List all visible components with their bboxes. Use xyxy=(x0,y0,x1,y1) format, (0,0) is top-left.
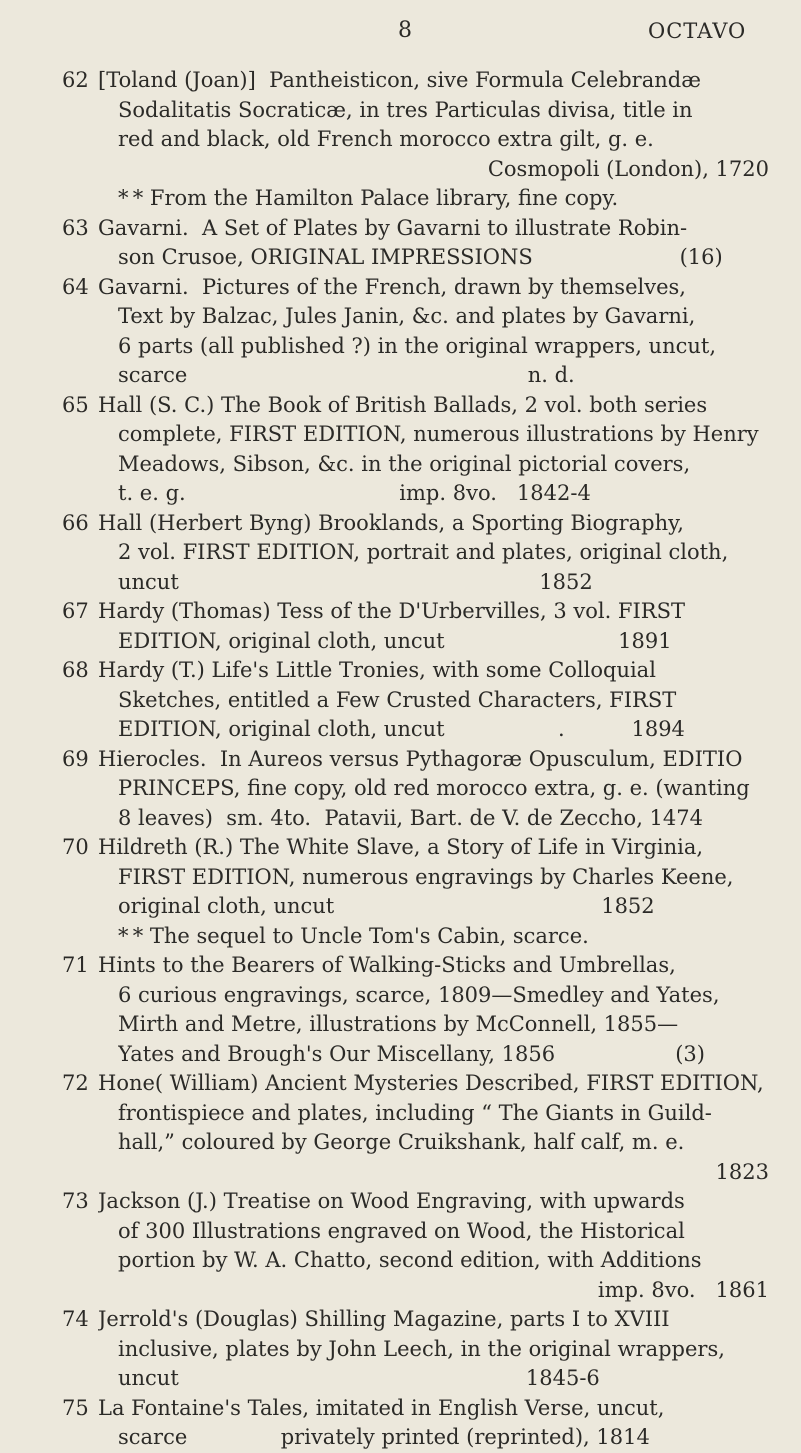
catalogue-entry xyxy=(0,951,801,1069)
entry-line: complete, FIRST EDITION, numerous illustrations by Henry xyxy=(118,422,759,446)
lot-number: 67 xyxy=(62,599,89,623)
entry-line: t. e. g. imp. 8vo. 1842-4 xyxy=(118,481,591,505)
catalogue-entry xyxy=(0,509,801,598)
catalogue-entry xyxy=(0,214,801,273)
entry-line: Jerrold's (Douglas) Shilling Magazine, parts I to XVIII xyxy=(98,1307,670,1331)
entry-line: frontispiece and plates, including “ The Giants in Guild- xyxy=(118,1100,712,1125)
entry-line: * * The sequel to Uncle Tom's Cabin, scarce. xyxy=(118,923,589,948)
lot-number: 72 xyxy=(62,1071,89,1095)
entry-line: [Toland (Joan)] Pantheisticon, sive Formula Celebrandæ xyxy=(98,68,701,92)
entry-line: Text by Balzac, Jules Janin, &c. and plates by Gavarni, xyxy=(118,304,696,328)
entry-line: Hardy (T.) Life's Little Tronies, with some Colloquial xyxy=(98,658,656,682)
entry-line: Cosmopoli (London), 1720 xyxy=(487,156,769,181)
entry-line: Hone( William) Ancient Mysteries Described, FIRST EDITION, xyxy=(98,1071,764,1095)
entry-line: PRINCEPS, fine copy, old red morocco extra, g. e. (wanting xyxy=(118,776,750,800)
catalogue-entry xyxy=(0,66,801,214)
lot-number: 73 xyxy=(62,1189,89,1213)
entry-line: Hall (S. C.) The Book of British Ballads, 2 vol. both series xyxy=(98,392,708,417)
catalogue-entry xyxy=(0,1394,801,1453)
entry-line: Jackson (J.) Treatise on Wood Engraving, with upwards xyxy=(98,1189,685,1213)
entry-line: Yates and Brough's Our Miscellany, 1856 (3) xyxy=(118,1041,705,1066)
lot-number: 65 xyxy=(62,392,89,417)
running-head xyxy=(0,18,801,46)
entry-line: Hildreth (R.) The White Slave, a Story of Life in Virginia, xyxy=(98,835,704,859)
entry-line: Hints to the Bearers of Walking-Sticks and Umbrellas, xyxy=(98,953,676,977)
lot-number: 64 xyxy=(62,274,89,299)
entry-line: 8 leaves) sm. 4to. Patavii, Bart. de V. de Zeccho, 1474 xyxy=(118,805,703,830)
lot-number: 74 xyxy=(62,1307,89,1331)
entry-line: Mirth and Metre, illustrations by McConnell, 1855— xyxy=(118,1012,679,1036)
lot-number: 69 xyxy=(62,746,89,771)
entry-line: Sodalitatis Socraticæ, in tres Particulas divisa, title in xyxy=(118,97,693,122)
entry-line: Meadows, Sibson, &c. in the original pictorial covers, xyxy=(118,451,691,476)
entry-line: Hall (Herbert Byng) Brooklands, a Sporting Biography, xyxy=(98,510,684,535)
lot-number: 70 xyxy=(62,835,89,859)
entry-line: Gavarni. A Set of Plates by Gavarni to illustrate Robin- xyxy=(98,215,688,240)
entry-line: portion by W. A. Chatto, second edition, with Additions xyxy=(118,1248,702,1272)
entry-line: 6 curious engravings, scarce, 1809—Smedley and Yates, xyxy=(118,982,720,1007)
catalogue-entries xyxy=(0,66,801,1453)
entry-line: scarce n. d. xyxy=(118,363,575,387)
catalogue-entry xyxy=(0,1069,801,1187)
catalogue-entry xyxy=(0,597,801,656)
entry-line: imp. 8vo. 1861 xyxy=(597,1277,769,1302)
section-title: OCTAVO xyxy=(648,19,747,43)
catalogue-entry xyxy=(0,1305,801,1394)
entry-line: inclusive, plates by John Leech, in the original wrappers, xyxy=(118,1336,725,1361)
entry-line: scarce privately printed (reprinted), 1814 xyxy=(118,1425,650,1449)
entry-line: uncut 1845-6 xyxy=(118,1366,600,1390)
catalogue-entry xyxy=(0,273,801,391)
catalogue-entry xyxy=(0,833,801,951)
entry-line: son Crusoe, ORIGINAL IMPRESSIONS (16) xyxy=(118,245,723,269)
entry-line: of 300 Illustrations engraved on Wood, the Historical xyxy=(118,1218,685,1243)
entry-line: 2 vol. FIRST EDITION, portrait and plates, original cloth, xyxy=(118,540,729,564)
entry-line: Hierocles. In Aureos versus Pythagoræ Opusculum, EDITIO xyxy=(98,746,743,771)
page-number: 8 xyxy=(398,18,412,43)
lot-number: 68 xyxy=(62,658,89,682)
entry-line: hall,” coloured by George Cruikshank, half calf, m. e. xyxy=(118,1130,685,1154)
entry-line: Hardy (Thomas) Tess of the D'Urbervilles, 3 vol. FIRST xyxy=(98,599,685,623)
lot-number: 62 xyxy=(62,68,89,92)
entry-line: La Fontaine's Tales, imitated in English Verse, uncut, xyxy=(98,1395,665,1420)
lot-number: 63 xyxy=(62,215,89,240)
catalogue-entry xyxy=(0,1187,801,1305)
entry-line: Sketches, entitled a Few Crusted Characters, FIRST xyxy=(118,687,677,712)
catalogue-entry xyxy=(0,745,801,834)
entry-line: FIRST EDITION, numerous engravings by Charles Keene, xyxy=(118,864,734,889)
entry-line: uncut 1852 xyxy=(118,569,593,594)
entry-line: EDITION, original cloth, uncut . 1894 xyxy=(118,717,685,741)
catalogue-entry xyxy=(0,656,801,745)
entry-line: red and black, old French morocco extra gilt, g. e. xyxy=(118,127,654,151)
entry-line: 1823 xyxy=(715,1159,769,1184)
entry-line: original cloth, uncut 1852 xyxy=(118,894,655,918)
catalogue-entry xyxy=(0,391,801,509)
lot-number: 71 xyxy=(62,953,89,977)
entry-line: EDITION, original cloth, uncut 1891 xyxy=(118,628,672,653)
entry-line: Gavarni. Pictures of the French, drawn by themselves, xyxy=(98,274,686,299)
entry-line: * * From the Hamilton Palace library, fine copy. xyxy=(118,186,619,210)
entry-line: 6 parts (all published ?) in the original wrappers, uncut, xyxy=(118,333,717,358)
lot-number: 75 xyxy=(62,1395,89,1420)
lot-number: 66 xyxy=(62,510,89,535)
